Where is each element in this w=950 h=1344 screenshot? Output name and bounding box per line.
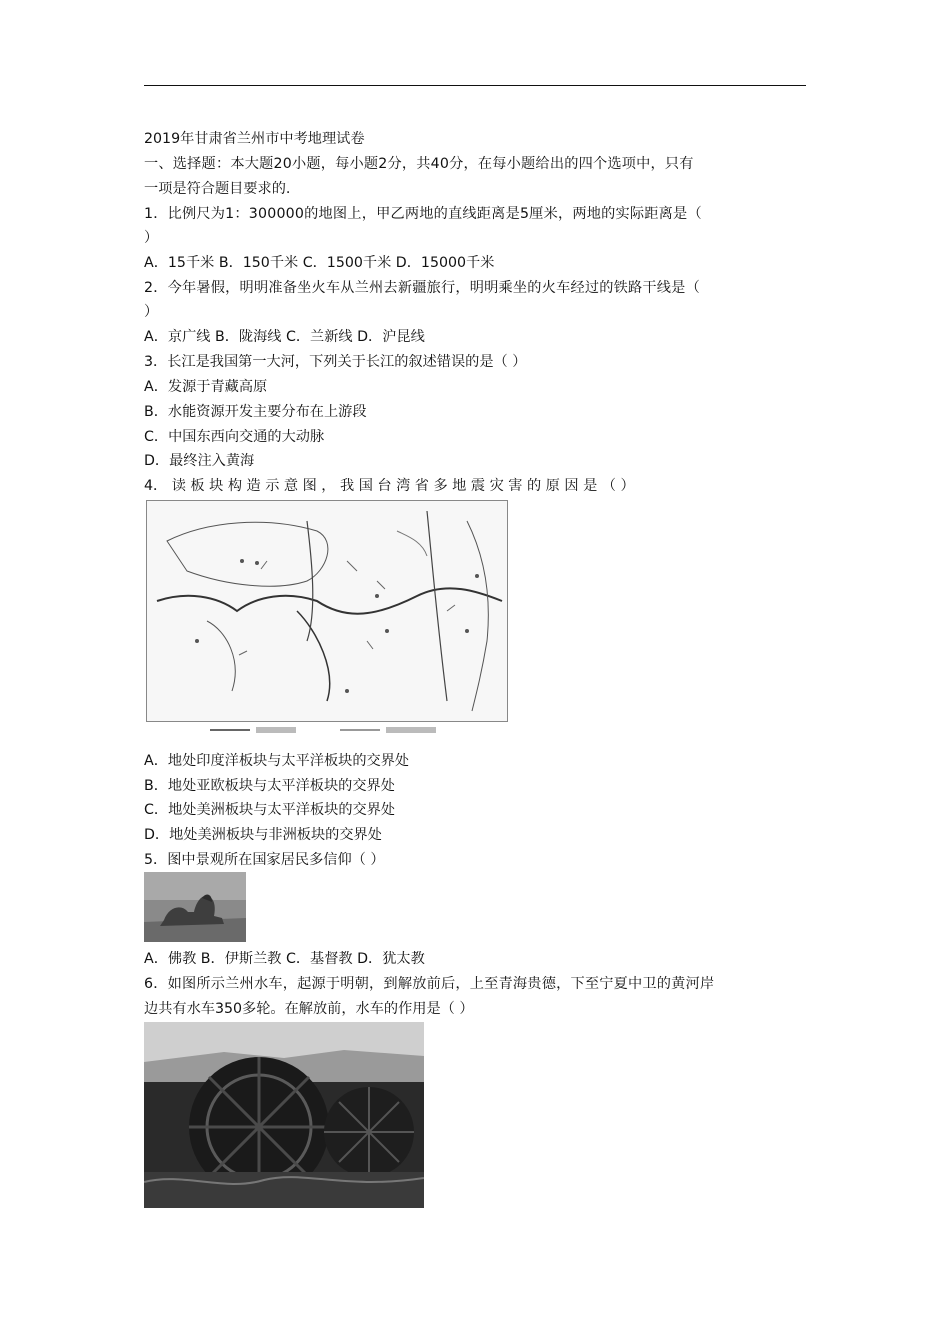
q3-option-d: D．最终注入黄海: [144, 453, 255, 469]
map-legend: [200, 722, 460, 738]
q3-option-b: B．水能资源开发主要分布在上游段: [144, 404, 367, 420]
q6-stem-line1: 6．如图所示兰州水车，起源于明朝，到解放前后，上至青海贵德，下至宁夏中卫的黄河岸: [144, 976, 715, 992]
q2-stem-close: ）: [144, 304, 159, 320]
q6-stem-line2: 边共有水车350多轮。在解放前，水车的作用是（ ）: [144, 1001, 474, 1017]
waterwheel-photo: [144, 1022, 424, 1208]
q1-options: A．15千米 B．150千米 C．1500千米 D．15000千米: [144, 255, 495, 271]
q4-option-a: A．地处印度洋板块与太平洋板块的交界处: [144, 753, 410, 769]
q2-options: A．京广线 B．陇海线 C．兰新线 D．沪昆线: [144, 329, 425, 345]
q3-option-a: A．发源于青藏高原: [144, 379, 268, 395]
section-instruction-line2: 一项是符合题目要求的.: [144, 181, 291, 197]
q2-stem: 2．今年暑假，明明准备坐火车从兰州去新疆旅行，明明乘坐的火车经过的铁路干线是（: [144, 280, 700, 296]
q4-stem: 4． 读 板 块 构 造 示 意 图 ， 我 国 台 湾 省 多 地 震 灾 害 的 原 因 是 （ ）: [144, 478, 635, 494]
header-rule: [144, 85, 806, 86]
q4-option-c: C．地处美洲板块与太平洋板块的交界处: [144, 802, 396, 818]
q3-stem: 3．长江是我国第一大河，下列关于长江的叙述错误的是（ ）: [144, 354, 527, 370]
exam-title: 2019年甘肃省兰州市中考地理试卷: [144, 131, 365, 147]
q1-stem: 1．比例尺为1：300000的地图上，甲乙两地的直线距离是5厘米，两地的实际距离是（: [144, 206, 702, 222]
q4-option-d: D．地处美洲板块与非洲板块的交界处: [144, 827, 382, 843]
q5-stem: 5．图中景观所在国家居民多信仰（ ）: [144, 852, 385, 868]
sphinx-photo: [144, 872, 246, 942]
plate-tectonics-map: [146, 500, 508, 722]
q3-option-c: C．中国东西向交通的大动脉: [144, 429, 325, 445]
q4-option-b: B．地处亚欧板块与太平洋板块的交界处: [144, 778, 395, 794]
q5-options: A．佛教 B．伊斯兰教 C．基督教 D．犹太教: [144, 951, 425, 967]
q1-stem-close: ）: [144, 230, 159, 246]
section-instruction-line1: 一、选择题：本大题20小题，每小题2分，共40分，在每小题给出的四个选项中，只有: [144, 156, 694, 172]
